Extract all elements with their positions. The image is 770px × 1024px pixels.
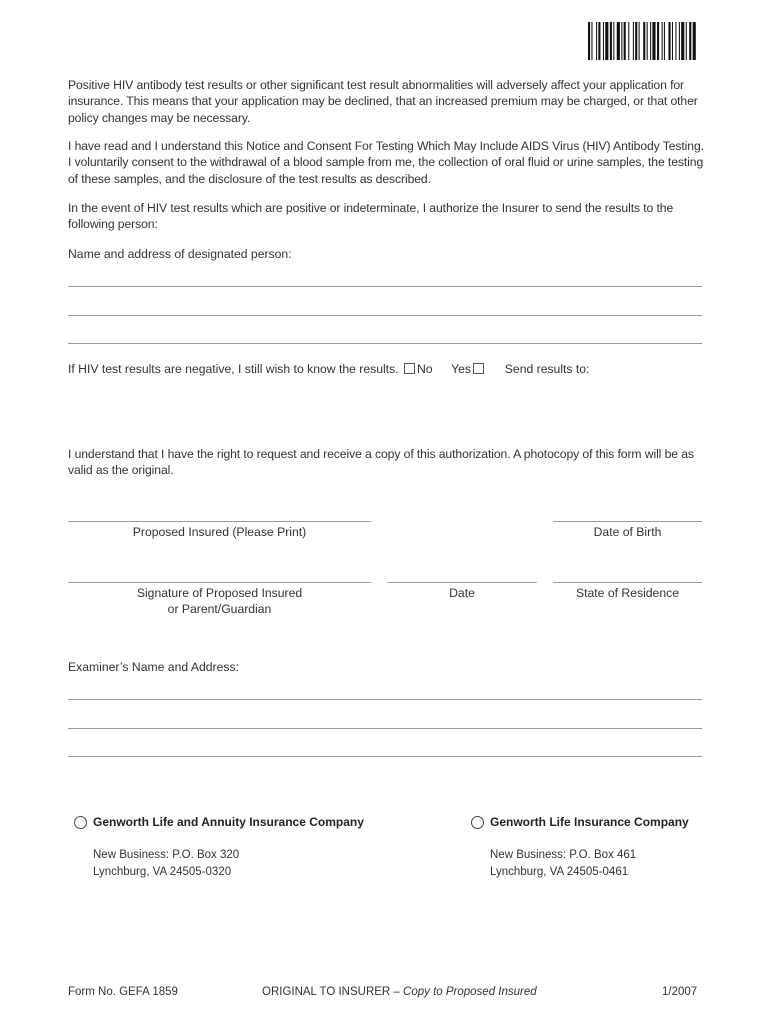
company-1-name: Genworth Life and Annuity Insurance Company <box>93 815 364 829</box>
negative-results-row <box>68 361 589 377</box>
company-2-name: Genworth Life Insurance Company <box>490 815 689 829</box>
company-1-address-line-1: New Business: P.O. Box 320 <box>93 849 240 861</box>
negative-results-question: If HIV test results are negative, I still wish to know the results. <box>68 362 399 376</box>
date-line[interactable] <box>387 582 537 583</box>
form-date: 1/2007 <box>662 986 698 998</box>
date-of-birth-line[interactable] <box>553 521 702 522</box>
proposed-insured-line[interactable] <box>68 521 371 522</box>
paragraph-hiv-results-notice: Positive HIV antibody test results or other significant test result abnormalities will adversely affect your application for insurance. This means that your application may be declined, that an increased premium may be charged, or that other policy changes may be necessary. <box>68 78 698 125</box>
designated-person-line-1[interactable] <box>68 286 702 287</box>
state-of-residence-line[interactable] <box>553 582 702 583</box>
company-2-radio[interactable] <box>471 816 484 829</box>
date-of-birth-label: Date of Birth <box>593 525 662 539</box>
designated-person-label: Name and address of designated person: <box>68 247 292 261</box>
examiner-label: Examiner’s Name and Address: <box>68 660 239 674</box>
yes-label: Yes <box>451 362 471 376</box>
authorization-copy-text: I understand that I have the right to request and receive a copy of this authorization. A photocopy of this form will be as valid as the original. <box>68 447 694 478</box>
no-checkbox[interactable] <box>404 363 415 374</box>
proposed-insured-label: Proposed Insured (Please Print) <box>132 525 307 539</box>
signature-label-line-2: or Parent/Guardian <box>167 602 272 617</box>
form-number: Form No. GEFA 1859 <box>68 986 178 998</box>
paragraph-authorize-insurer: In the event of HIV test results which are positive or indeterminate, I authorize the Insurer to send the results to the following person: <box>68 201 674 232</box>
signature-line[interactable] <box>68 582 371 583</box>
footer-copy-to: Copy to Proposed Insured <box>403 986 537 998</box>
footer-distribution <box>262 986 537 998</box>
barcode <box>588 22 740 60</box>
yes-checkbox[interactable] <box>473 363 484 374</box>
examiner-line-1[interactable] <box>68 699 702 700</box>
company-2-address-line-1: New Business: P.O. Box 461 <box>490 849 637 861</box>
company-1-address <box>93 847 239 880</box>
designated-person-line-2[interactable] <box>68 315 702 316</box>
signature-label <box>68 585 371 618</box>
company-2-address-line-2: Lynchburg, VA 24505-0461 <box>490 865 629 878</box>
no-label: No <box>416 362 433 376</box>
signature-label-line-1: Signature of Proposed Insured <box>136 586 303 600</box>
paragraph-consent: I have read and I understand this Notice and Consent For Testing Which May Include AIDS Virus (HIV) Antibody Testing. I voluntarily consent to the withdrawal of a blood sample from me, the collection of oral fluid or urine samples, the testing of these samples, and the disclosure of the test results as described. <box>68 139 704 186</box>
company-2-address <box>490 847 636 880</box>
designated-person-line-3[interactable] <box>68 343 702 344</box>
date-label: Date <box>449 586 475 600</box>
state-of-residence-label: State of Residence <box>576 586 679 600</box>
examiner-line-3[interactable] <box>68 756 702 757</box>
send-results-to-label: Send results to: <box>504 362 590 376</box>
footer-original-to: ORIGINAL TO INSURER – <box>262 986 400 998</box>
company-1-address-line-2: Lynchburg, VA 24505-0320 <box>93 865 232 878</box>
examiner-line-2[interactable] <box>68 728 702 729</box>
company-1-radio[interactable] <box>74 816 87 829</box>
